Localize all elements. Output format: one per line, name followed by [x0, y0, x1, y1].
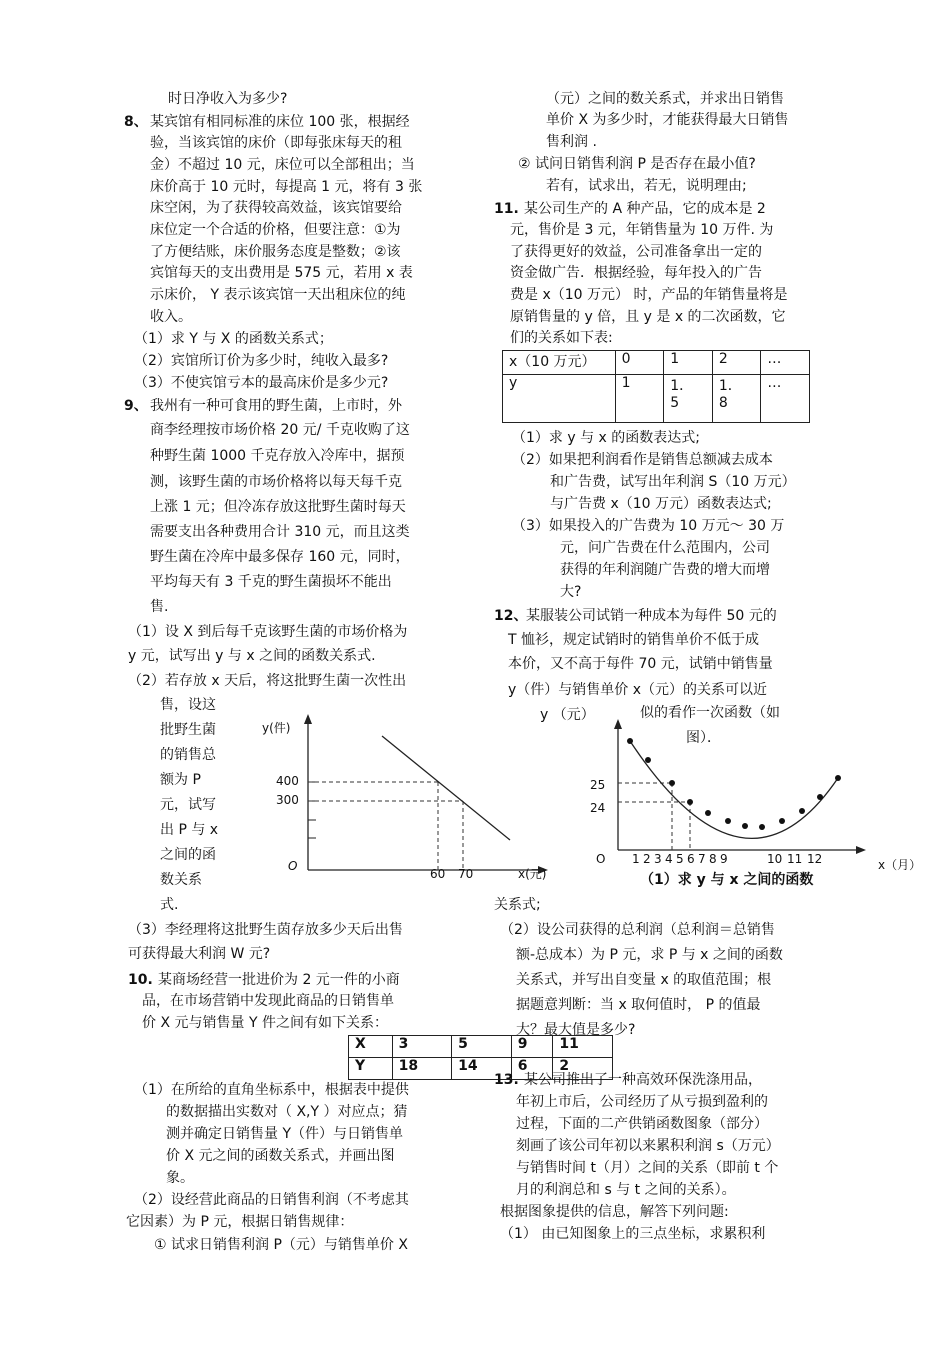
q12-number: 12、	[494, 608, 528, 624]
q9-line: 我州有一种可食用的野生菌，上市时，外	[150, 398, 402, 414]
q10-sub1-line: 象。	[166, 1170, 194, 1186]
x-tick-label: 8	[709, 852, 717, 866]
table-cell: 6	[511, 1058, 553, 1080]
q10-cont-line: （元）之间的数关系式，并求出日销售	[546, 91, 784, 107]
q9-line: 种野生菌 1000 千克存放入冷库中，据预	[150, 448, 405, 464]
curve-point	[779, 818, 785, 824]
q13-line: 月的利润总和 s 与 t 之间的关系）。	[516, 1182, 736, 1198]
q9-sub2-col: 出 P 与 x	[160, 822, 219, 838]
q9-line: 上涨 1 元；但冷冻存放这批野生菌时每天	[150, 499, 406, 515]
q12-sub1: （1）求 y 与 x 之间的函数	[640, 872, 814, 888]
q8-line: 金）不超过 10 元，床位可以全部租出；当	[150, 157, 415, 173]
q8-line: 了方便结账，床价服务态度是整数；②该	[150, 244, 401, 260]
q12-sub2-line: 额-总成本）为 P 元，求 P 与 x 之间的函数	[516, 947, 783, 963]
curve-point	[687, 799, 693, 805]
q13-line: 与销售时间 t（月）之间的关系（即前 t 个	[516, 1160, 779, 1176]
curve-point	[627, 738, 633, 744]
q13-line: 过程，下面的二产供销函数图象（部分）	[516, 1116, 768, 1132]
y-tick-label: 25	[590, 778, 606, 792]
curve-point	[835, 775, 841, 781]
cell-text: 1．	[718, 378, 742, 394]
x-tick-label: 12	[807, 852, 823, 866]
q10-cont-line: 若有，试求出，若无，说明理由;	[546, 178, 747, 194]
q11-sub3-line: 大?	[560, 584, 582, 600]
x-tick-label: 4	[665, 852, 673, 866]
q10-line: 品，在市场营销中发现此商品的日销售单	[142, 993, 394, 1009]
table-row	[503, 375, 810, 423]
q8-number: 8、	[124, 114, 148, 130]
q12-sub1-cont: 关系式;	[494, 897, 541, 913]
monthly-curve-graph	[590, 715, 925, 875]
q9-sub1: （1）设 X 到后每千克该野生菌的市场价格为	[128, 624, 408, 640]
q9-sub2-col: 售，设这	[160, 697, 216, 713]
q9-sub2: （2）若存放 x 天后，将这批野生菌一次性出	[128, 673, 407, 689]
cell-text: 1．	[670, 378, 694, 394]
x-tick-label: 3	[654, 852, 662, 866]
table-cell: 1	[664, 351, 713, 375]
price-volume-graph	[262, 710, 560, 885]
q11-line: 了获得更好的效益，公司准备拿出一定的	[510, 244, 762, 260]
x-tick-label: 60	[430, 867, 446, 881]
q12-line: 某服装公司试销一种成本为每件 50 元的	[526, 608, 777, 624]
q12-line: 似的看作一次函数（如	[640, 705, 780, 721]
q13-line: 刻画了该公司年初以来累积利润 s（万元）	[516, 1138, 780, 1154]
x-axis-label: x（月）	[878, 858, 922, 872]
x-tick-label: 11	[787, 852, 803, 866]
y-axis-label: y(件)	[262, 721, 291, 735]
cell-text: y	[509, 375, 518, 391]
y-tick-label: 400	[276, 774, 299, 788]
q10-sub1: （1）在所给的直角坐标系中，根据表中提供	[134, 1082, 409, 1098]
q12-line: y（件）与销售单价 x（元）的关系可以近	[508, 682, 768, 698]
q13-line: 年初上市后，公司经历了从亏损到盈利的	[516, 1094, 768, 1110]
curve-point	[705, 810, 711, 816]
q9-line: 售.	[150, 599, 169, 615]
q9-sub2-col: 批野生菌	[160, 722, 216, 738]
table-cell	[664, 375, 713, 423]
q11-data-table	[502, 350, 810, 423]
q11-sub1: （1）求 y 与 x 的函数表达式;	[512, 430, 700, 446]
q11-line: 费是 x（10 万元） 时，产品的年销售量将是	[510, 287, 788, 303]
x-tick-label: 10	[767, 852, 783, 866]
table-cell: 3	[392, 1036, 452, 1058]
q8-sub3: （3）不使宾馆亏本的最高床价是多少元?	[134, 375, 389, 391]
q8-line: 宾馆每天的支出费用是 575 元，若用 x 表	[150, 265, 413, 281]
table-cell: x（10 万元）	[503, 351, 616, 375]
q9-line: 平均每天有 3 千克的野生菌损坏不能出	[150, 574, 392, 590]
q10-line: 价 X 元与销售量 Y 件之间有如下关系：	[142, 1015, 388, 1031]
cell-text: 8	[718, 395, 728, 411]
x-tick-label: 9	[720, 852, 728, 866]
q11-number: 11.	[494, 201, 519, 217]
table-cell	[615, 375, 664, 423]
q8-line: 床空闲，为了获得较高效益，该宾馆要给	[150, 200, 402, 216]
q9-number: 9、	[124, 398, 148, 414]
q13-sub1: （1） 由已知图象上的三点坐标，求累积利	[500, 1226, 766, 1242]
x-tick-label: 5	[676, 852, 684, 866]
table-cell: 2	[553, 1058, 613, 1080]
q10-sub1-line: 测并确定日销售量 Y（件）与日销售单	[166, 1126, 404, 1142]
table-row	[503, 351, 810, 375]
q10-number: 10.	[128, 972, 153, 988]
q10-line: 某商场经营一批进价为 2 元一件的小商	[158, 972, 400, 988]
q12-y-axis-note: y （元）	[540, 707, 595, 723]
origin-label: O	[596, 852, 606, 866]
profit-curve	[630, 741, 838, 838]
q11-line: 元，售价是 3 元，年销售量为 10 万件. 为	[510, 222, 774, 238]
table-cell: 14	[452, 1058, 512, 1080]
q11-sub2-line: 和广告费，试写出年利润 S（10 万元）	[550, 474, 796, 490]
x-axis-arrow	[856, 846, 866, 854]
x-tick-label: 70	[458, 867, 474, 881]
q12-line: 本价，又不高于每件 70 元，试销中销售量	[508, 656, 773, 672]
x-tick-label: 2	[643, 852, 651, 866]
curve-point	[799, 808, 805, 814]
x-axis-label: x(元)	[518, 867, 547, 881]
q9-line: 商李经理按市场价格 20 元/ 千克收购了这	[150, 422, 410, 438]
q12-sub2-line: 据题意判断：当 x 取何值时， P 的值最	[516, 997, 761, 1013]
q11-sub2-line: 与广告费 x（10 万元）函数表达式;	[550, 496, 772, 512]
q9-sub1-cont: y 元，试写出 y 与 x 之间的函数关系式.	[128, 648, 376, 664]
origin-label: O	[288, 859, 298, 873]
q11-line: 某公司生产的 A 种产品，它的成本是 2	[524, 201, 766, 217]
x-tick-label: 1	[632, 852, 640, 866]
q12-sub2: （2）设公司获得的总利润（总利润＝总销售	[500, 922, 775, 938]
curve-point	[817, 794, 823, 800]
q9-line: 野生菌在冷库中最多保存 160 元，同时，	[150, 549, 410, 565]
q9-sub2-col: 元，试写	[160, 797, 216, 813]
cell-text: 1	[621, 375, 631, 391]
q9-line: 测，该野生菌的市场价格将以每天每千克	[150, 474, 402, 490]
curve-point	[742, 823, 748, 829]
table-cell	[503, 375, 616, 423]
q11-line: 原销售量的 y 倍，且 y 是 x 的二次函数，它	[510, 309, 786, 325]
table-cell	[712, 375, 761, 423]
table-cell: 18	[392, 1058, 452, 1080]
cell-text: …	[767, 375, 782, 391]
x-tick-label: 7	[698, 852, 706, 866]
curve-point	[645, 757, 651, 763]
q9-sub2-col: 的销售总	[160, 747, 216, 763]
q13-number: 13.	[494, 1072, 519, 1088]
q13-line: 某公司推出了一种高效环保洗涤用品，	[524, 1072, 762, 1088]
q11-line: 资金做广告．根据经验，每年投入的广告	[510, 265, 762, 281]
table-cell: 2	[712, 351, 761, 375]
q9-sub2-col: 式.	[160, 897, 179, 913]
y-axis-arrow	[614, 719, 622, 729]
table-cell: …	[761, 351, 810, 375]
demand-line	[382, 736, 510, 840]
q8-sub1: （1）求 Y 与 X 的函数关系式；	[134, 331, 333, 347]
q9-line: 需要支出各种费用合计 310 元，而且这类	[150, 524, 410, 540]
x-tick-label: 6	[687, 852, 695, 866]
q8-line: 某宾馆有相同标准的床位 100 张，根据经	[150, 114, 410, 130]
curve-point	[669, 780, 675, 786]
q9-sub3-cont: 可获得最大利润 W 元?	[128, 946, 271, 962]
q7-tail-line: 时日净收入为多少?	[168, 91, 288, 107]
table-cell	[761, 375, 810, 423]
q10-cont-line: 单价 X 为多少时，才能获得最大日销售	[546, 112, 789, 128]
table-cell: 11	[553, 1036, 613, 1058]
q8-line: 收入。	[150, 309, 192, 325]
table-cell: 5	[452, 1036, 512, 1058]
q8-line: 验，当该宾馆的床价（即每张床每天的租	[150, 135, 402, 151]
q12-sub2-line: 大？最大值是多少?	[516, 1022, 636, 1038]
q10-sub2: （2）设经营此商品的日销售利润（不考虑其	[134, 1192, 409, 1208]
q8-line: 床价高于 10 元时，每提高 1 元，将有 3 张	[150, 179, 423, 195]
curve-point	[759, 824, 765, 830]
q9-sub3: （3）李经理将这批野生茵存放多少天后出售	[128, 922, 403, 938]
q11-sub2: （2）如果把利润看作是销售总额减去成本	[512, 452, 773, 468]
q10-sub2-item2: ② 试问日销售利润 P 是否存在最小值?	[518, 156, 756, 172]
q10-sub2-item1: ① 试求日销售利润 P（元）与销售单价 X	[154, 1237, 408, 1253]
cell-text: 5	[670, 395, 680, 411]
q13-intro: 根据图象提供的信息，解答下列问题:	[500, 1204, 729, 1220]
q8-sub2: （2）宾馆所订价为多少时，纯收入最多?	[134, 353, 389, 369]
q9-sub2-col: 额为 P	[160, 772, 201, 788]
y-tick-label: 300	[276, 793, 299, 807]
q9-sub2-col: 之间的函	[160, 847, 216, 863]
y-tick-label: 24	[590, 801, 606, 815]
q11-line: 们的关系如下表:	[510, 330, 613, 346]
q10-sub1-line: 价 X 元之间的函数关系式，并画出图	[166, 1148, 395, 1164]
q10-cont-line: 售利润 .	[546, 134, 597, 150]
q9-sub2-col: 数关系	[160, 872, 202, 888]
table-cell: 0	[615, 351, 664, 375]
q11-sub3-line: 元，问广告费在什么范围内，公司	[560, 540, 770, 556]
q12-line: 图）．	[686, 730, 721, 746]
q8-line: 床位定一个合适的价格，但要注意：①为	[150, 222, 401, 238]
table-cell: X	[349, 1036, 393, 1058]
table-cell: Y	[349, 1058, 393, 1080]
curve-point	[725, 818, 731, 824]
q12-line: T 恤衫，规定试销时的销售单价不低于成	[508, 632, 760, 648]
q10-sub1-line: 的数据描出实数对（ X,Y ）对应点；猜	[166, 1104, 408, 1120]
q11-sub3: （3）如果投入的广告费为 10 万元～ 30 万	[512, 518, 785, 534]
q12-sub2-line: 关系式，并写出自变量 x 的取值范围；根	[516, 972, 772, 988]
table-cell: 9	[511, 1036, 553, 1058]
q8-line: 示床价， Y 表示该宾馆一天出租床位的纯	[150, 287, 406, 303]
q11-sub3-line: 获得的年利润随广告费的增大而增	[560, 562, 770, 578]
y-axis-arrow	[304, 714, 312, 724]
q10-sub2-cont: 它因素）为 P 元，根据日销售规律：	[126, 1214, 354, 1230]
